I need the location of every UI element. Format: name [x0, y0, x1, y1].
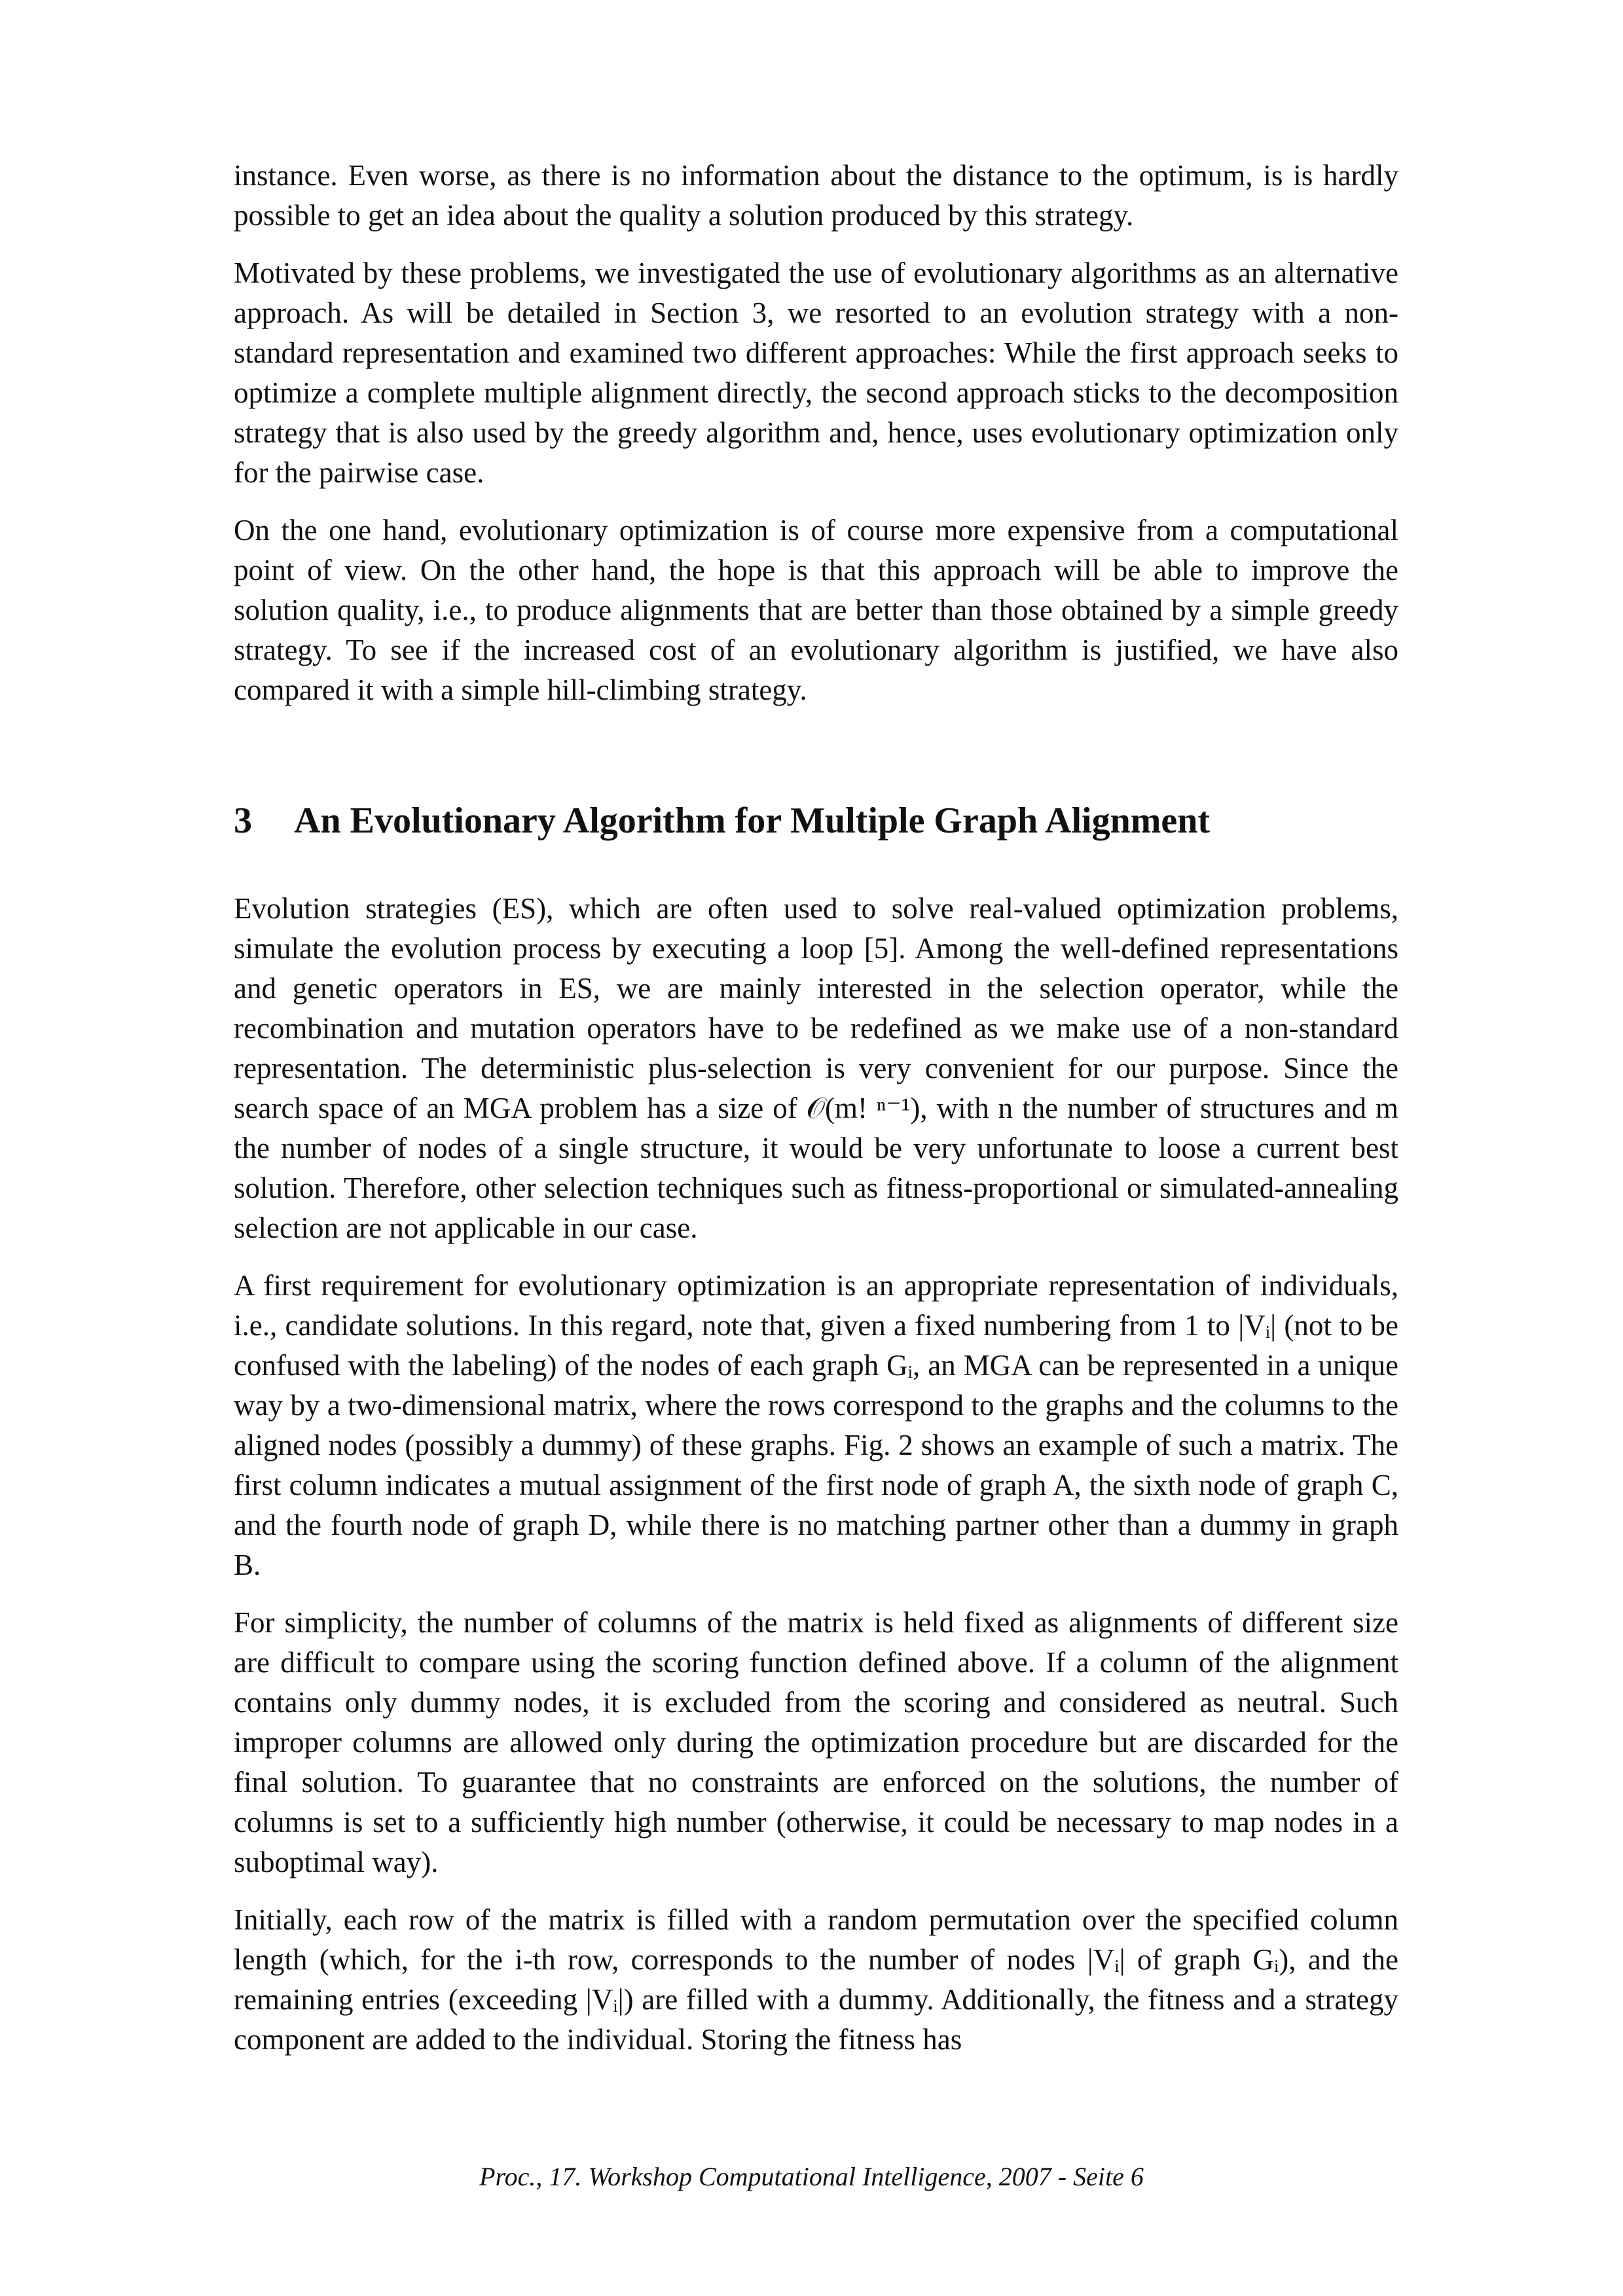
- page-content: [234, 156, 1398, 2077]
- paragraph-4: Evolution strategies (ES), which are often used to solve real-valued optimization problems, simulate the evolution process by executing a loop [5]. Among the well-defined representations and genetic operators in ES, we are mainly interested in the selection operator, while the recombination and mutation operators have to be redefined as we make use of a non-standard representation. The deterministic plus-selection is very convenient for our purpose. Since the search space of an MGA problem has a size of 𝒪(m! ⁿ⁻¹), with n the number of structures and m the number of nodes of a single structure, it would be very unfortunate to loose a current best solution. Therefore, other selection techniques such as fitness-proportional or simulated-annealing selection are not applicable in our case.: [234, 892, 1398, 1244]
- paragraph-3: On the one hand, evolutionary optimization is of course more expensive from a computational point of view. On the other hand, the hope is that this approach will be able to improve the solution quality, i.e., to produce alignments that are better than those obtained by a simple greedy strategy. To see if the increased cost of an evolutionary algorithm is justified, we have also compared it with a simple hill-climbing strategy.: [234, 514, 1398, 706]
- paragraph-6: For simplicity, the number of columns of the matrix is held fixed as alignments of different size are difficult to compare using the scoring function defined above. If a column of the alignment contains only dummy nodes, it is excluded from the scoring and considered as neutral. Such improper columns are allowed only during the optimization procedure but are discarded for the final solution. To guarantee that no constraints are enforced on the solutions, the number of columns is set to a sufficiently high number (otherwise, it could be necessary to map nodes in a suboptimal way).: [234, 1606, 1398, 1878]
- paragraph-7: Initially, each row of the matrix is filled with a random permutation over the specified column length (which, for the i-th row, corresponds to the number of nodes |Vᵢ| of graph Gᵢ), and the remaining entries (exceeding |Vᵢ|) are filled with a dummy. Additionally, the fitness and a strategy component are added to the individual. Storing the fitness has: [234, 1903, 1398, 2056]
- paragraph-5: A first requirement for evolutionary optimization is an appropriate representation of individuals, i.e., candidate solutions. In this regard, note that, given a fixed numbering from 1 to |Vᵢ| (not to be confused with the labeling) of the nodes of each graph Gᵢ, an MGA can be represented in a unique way by a two-dimensional matrix, where the rows correspond to the graphs and the columns to the aligned nodes (possibly a dummy) of these graphs. Fig. 2 shows an example of such a matrix. The first column indicates a mutual assignment of the first node of graph A, the sixth node of graph C, and the fourth node of graph D, while there is no matching partner other than a dummy in graph B.: [234, 1269, 1398, 1581]
- section-number: 3: [234, 800, 252, 841]
- paragraph-1: instance. Even worse, as there is no information about the distance to the optimum, is is hardly possible to get an idea about the quality a solution produced by this strategy.: [234, 159, 1398, 232]
- paragraph-2: Motivated by these problems, we investigated the use of evolutionary algorithms as an alternative approach. As will be detailed in Section 3, we resorted to an evolution strategy with a non-standard representation and examined two different approaches: While the first approach seeks to optimize a complete multiple alignment directly, the second approach sticks to the decomposition strategy that is also used by the greedy algorithm and, hence, uses evolutionary optimization only for the pairwise case.: [234, 257, 1398, 489]
- section-heading: [234, 798, 1398, 843]
- section-title: An Evolutionary Algorithm for Multiple Graph Alignment: [294, 800, 1211, 841]
- page-footer: Proc., 17. Workshop Computational Intelligence, 2007 - Seite 6: [479, 2162, 1144, 2191]
